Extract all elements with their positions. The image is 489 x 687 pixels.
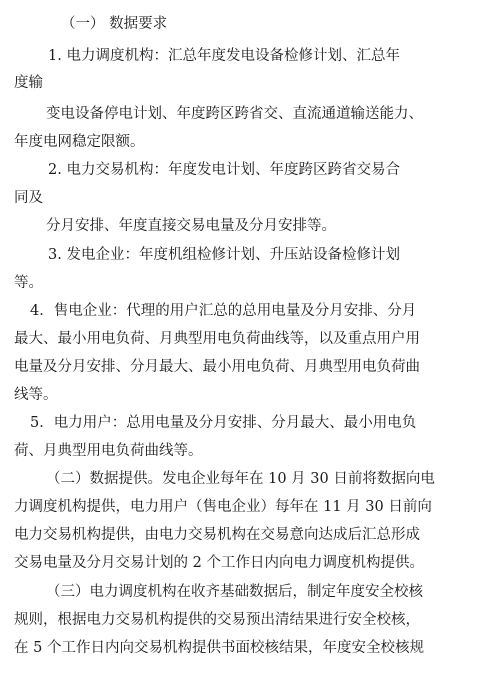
paragraph-line: 5．电力用户：总用电量及分月安排、分月最大、最小用电负 [30,415,417,431]
paragraph-line: 在 5 个工作日内向交易机构提供书面校核结果，年度安全校核规 [14,640,424,656]
paragraph-line: 荷、月典型用电负荷曲线等。 [14,443,203,459]
paragraph-line: 等。 [14,275,43,291]
paragraph-line: 规则，根据电力交易机构提供的交易预出清结果进行安全校核， [14,612,420,628]
paragraph-line: 电力交易机构提供，由电力交易机构在交易意向达成后汇总形成 [14,527,420,543]
paragraph-line: 年度电网稳定限额。 [14,134,145,150]
paragraph-line: 最大、最小用电负荷、月典型用电负荷曲线等，以及重点用户用 [14,331,420,347]
paragraph-line: 2. 电力交易机构：年度发电计划、年度跨区跨省交易合 [48,162,400,178]
paragraph-line: 变电设备停电计划、年度跨区跨省交、直流通道输送能力、 [46,106,423,122]
paragraph-line: 交易电量及分月交易计划的 2 个工作日内向电力调度机构提供。 [14,555,424,571]
paragraph-line: （二）数据提供。发电企业每年在 10 月 30 日前将数据向电 [46,471,435,487]
paragraph-line: 1. 电力调度机构：汇总年度发电设备检修计划、汇总年 [48,48,400,64]
paragraph-line: 线等。 [14,387,58,403]
paragraph-line: 同及 [14,190,43,206]
paragraph-line: （三）电力调度机构在收齐基础数据后，制定年度安全校核 [46,584,423,600]
paragraph-line: 度输 [14,75,43,91]
section-heading-data-requirements: （一） 数据要求 [61,16,168,32]
paragraph-line: 电量及分月安排、分月最大、最小用电负荷、月典型用电负荷曲 [14,359,420,375]
paragraph-line: 力调度机构提供，电力用户（售电企业）每年在 11 月 30 日前向 [14,499,432,515]
paragraph-line: 3. 发电企业：年度机组检修计划、升压站设备检修计划 [48,247,400,263]
paragraph-line: 分月安排、年度直接交易电量及分月安排等。 [46,218,336,234]
paragraph-line: 4．售电企业：代理的用户汇总的总用电量及分月安排、分月 [30,303,417,319]
